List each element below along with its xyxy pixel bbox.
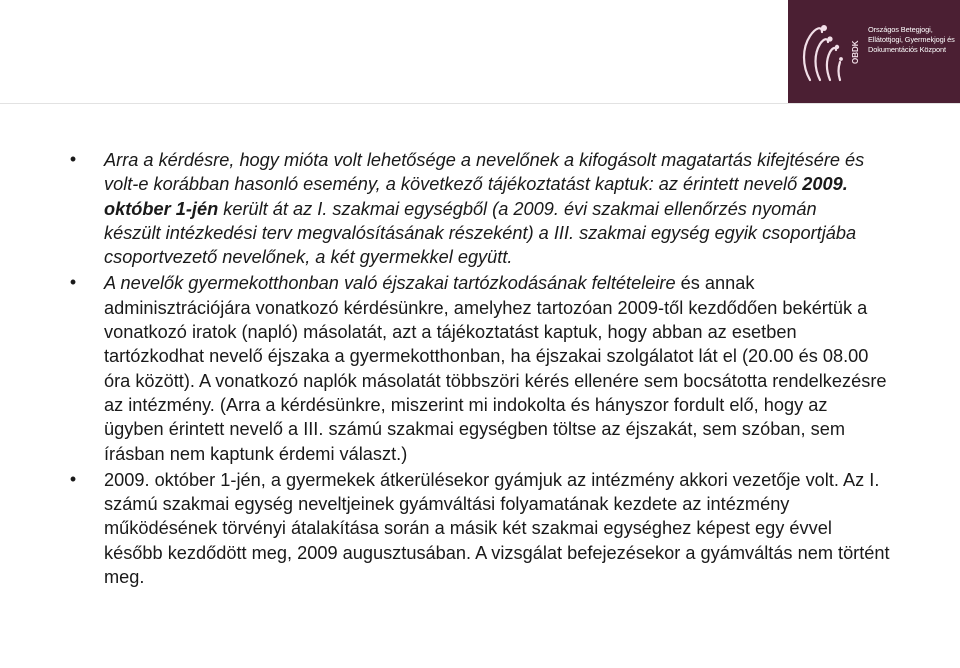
bullet-dot: • bbox=[69, 272, 77, 293]
bullet-text-italic: A nevelők gyermekotthonban való éjszakai tartózkodásának feltételeire bbox=[104, 273, 676, 294]
logo-vertical-label: OBDK bbox=[851, 40, 860, 64]
bullet-item bbox=[69, 271, 896, 465]
bullet-text: Arra a kérdésre, hogy mióta volt lehetősége a nevelőnek a kifogásolt magatartás kifejtésére és volt-e korábban hasonló esemény, a következő tájékoztatást kaptuk: az érintett nevelő bbox=[104, 150, 865, 195]
bullet-text: 2009. október 1-jén, a gyermekek átkerülésekor gyámjuk az intézmény akkori vezetője volt. Az I. számú szakmai egység neveltjeinek gyámváltási folyamatának kezdete az intézmény működésének törvényi átalakítása során a másik két szakmai egységhez képest egy évvel később kezdődött meg, 2009 augusztusában. A vizsgálat befejezésekor a gyámváltás nem történt meg. bbox=[104, 469, 890, 588]
logo-line: Országos Betegjogi, bbox=[868, 25, 933, 34]
logo-line: Dokumentációs Központ bbox=[868, 45, 947, 54]
bullet-dot: • bbox=[69, 468, 77, 489]
bullet-item bbox=[69, 468, 896, 589]
logo-line: Ellátottjogi, Gyermekjogi és bbox=[868, 35, 955, 44]
bullet-list bbox=[69, 148, 896, 589]
bullet-text: került át az I. szakmai egységből (a 2009. évi szakmai ellenőrzés nyomán készült intézkedési terv megvalósításának részeként) a III. szakmai egység egyik csoportjába csoportvezető nevelőnek, a két gyermekkel együtt. bbox=[104, 198, 857, 268]
bullet-item bbox=[69, 148, 896, 269]
logo-figures-icon bbox=[796, 14, 848, 88]
header-band bbox=[0, 0, 960, 104]
bullet-text-bold: 2009. október 1-jén bbox=[104, 174, 848, 219]
obdk-logo bbox=[788, 0, 960, 103]
logo-text bbox=[868, 25, 956, 55]
bullet-text: és annak adminisztrációjára vonatkozó kérdésünkre, amelyhez tartozóan 2009-től kezdődően bekértük a vonatkozó iratok (napló) másolatát, azt a tájékoztatást kaptuk, hogy abban az esetben tartózkodhat nevelő éjszaka a gyermekotthonban, ha éjszakai szolgálatot lát el (20.00 és 08.00 óra között). A vonatkozó naplók másolatát többszöri kérés ellenére sem bocsátotta rendelkezésre az intézmény. (Arra a kérdésünkre, miszerint mi indokolta és hányszor fordult elő, hogy az ügyben érintett nevelő a III. számú szakmai egységben töltse az éjszakát, sem szóban, sem írásban nem kaptunk érdemi választ.) bbox=[104, 273, 887, 464]
bullet-dot: • bbox=[69, 149, 77, 169]
